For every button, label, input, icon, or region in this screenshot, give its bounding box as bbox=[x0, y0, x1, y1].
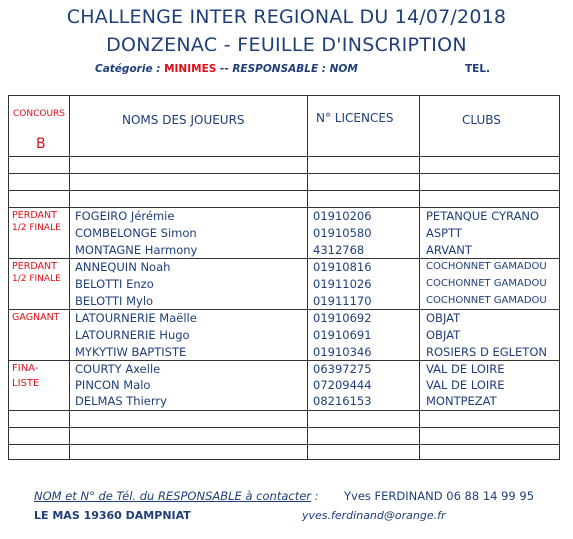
row-divider bbox=[9, 156, 559, 157]
concours-label: CONCOURS bbox=[13, 109, 66, 119]
player-licence: 4312768 bbox=[313, 243, 365, 257]
contact-colon: : bbox=[311, 489, 319, 503]
player-club: COCHONNET GAMADOU bbox=[426, 295, 547, 306]
inscription-table bbox=[8, 95, 560, 460]
player-licence: 01910691 bbox=[313, 328, 372, 342]
group-label: PERDANT bbox=[12, 261, 57, 272]
footer-contact-line bbox=[34, 489, 535, 503]
player-club: ARVANT bbox=[426, 243, 472, 257]
group-label: FINA- bbox=[12, 363, 39, 374]
player-club: OBJAT bbox=[426, 328, 461, 342]
group-label: GAGNANT bbox=[12, 312, 60, 323]
player-licence: 01910206 bbox=[313, 209, 372, 223]
player-name: FOGEIRO Jérémie bbox=[75, 209, 175, 223]
row-divider bbox=[9, 410, 559, 411]
player-licence: 01910816 bbox=[313, 260, 372, 274]
responsable-label: RESPONSABLE : NOM bbox=[232, 63, 358, 75]
group-label: 1/2 FINALE bbox=[12, 223, 61, 233]
footer-address-line bbox=[34, 509, 446, 522]
player-name: BELOTTI Enzo bbox=[75, 277, 154, 291]
player-licence: 01910692 bbox=[313, 311, 372, 325]
player-club: VAL DE LOIRE bbox=[426, 362, 505, 376]
player-name: LATOURNERIE Maëlle bbox=[75, 311, 197, 325]
player-name: COMBELONGE Simon bbox=[75, 226, 197, 240]
column-divider bbox=[69, 96, 70, 459]
player-club: MONTPEZAT bbox=[426, 394, 497, 408]
player-name: MYKYTIW BAPTISTE bbox=[75, 345, 187, 359]
player-name: DELMAS Thierry bbox=[75, 394, 167, 408]
player-licence: 01911026 bbox=[313, 277, 372, 291]
category-label: Catégorie : bbox=[95, 63, 161, 75]
player-licence: 07209444 bbox=[313, 378, 372, 392]
group-label: PERDANT bbox=[12, 210, 57, 221]
category-separator: -- bbox=[219, 63, 229, 75]
player-licence: 01910580 bbox=[313, 226, 372, 240]
title-line-1: CHALLENGE INTER REGIONAL DU 14/07/2018 bbox=[66, 6, 507, 28]
player-licence: 01911170 bbox=[313, 294, 372, 308]
player-name: ANNEQUIN Noah bbox=[75, 260, 171, 274]
player-name: MONTAGNE Harmony bbox=[75, 243, 198, 257]
player-name: BELOTTI Mylo bbox=[75, 294, 154, 308]
player-licence: 01910346 bbox=[313, 345, 372, 359]
group-label: 1/2 FINALE bbox=[12, 274, 61, 284]
row-divider bbox=[9, 190, 559, 191]
player-club: OBJAT bbox=[426, 311, 461, 325]
title-line-2: DONZENAC - FEUILLE D'INSCRIPTION bbox=[106, 34, 467, 56]
player-name: PINCON Malo bbox=[75, 378, 151, 392]
row-divider bbox=[9, 427, 559, 428]
category-value: MINIMES bbox=[164, 63, 217, 75]
player-club: COCHONNET GAMADOU bbox=[426, 261, 547, 272]
row-divider bbox=[9, 444, 559, 445]
player-licence: 06397275 bbox=[313, 362, 372, 376]
column-divider bbox=[307, 96, 308, 459]
contact-label: NOM et N° de Tél. du RESPONSABLE à contacter bbox=[34, 489, 312, 503]
responsable-address: LE MAS 19360 DAMPNIAT bbox=[34, 509, 191, 522]
column-divider bbox=[419, 96, 420, 459]
player-club: ROSIERS D EGLETON bbox=[426, 345, 547, 359]
player-club: PETANQUE CYRANO bbox=[426, 209, 540, 223]
tel-label: TEL. bbox=[465, 63, 491, 75]
player-club: ASPTT bbox=[426, 226, 462, 240]
header-players: NOMS DES JOUEURS bbox=[122, 113, 245, 127]
responsable-email[interactable]: yves.ferdinand@orange.fr bbox=[302, 509, 446, 522]
player-club: COCHONNET GAMADOU bbox=[426, 278, 547, 289]
player-name: COURTY Axelle bbox=[75, 362, 161, 376]
concours-value: B bbox=[36, 136, 46, 152]
player-licence: 08216153 bbox=[313, 394, 372, 408]
row-divider bbox=[9, 173, 559, 174]
header-licences: N° LICENCES bbox=[316, 111, 394, 125]
category-line bbox=[95, 63, 491, 75]
responsable-contact: Yves FERDINAND 06 88 14 99 95 bbox=[344, 489, 535, 503]
group-label: LISTE bbox=[12, 378, 40, 389]
player-name: LATOURNERIE Hugo bbox=[75, 328, 190, 342]
header-clubs: CLUBS bbox=[462, 113, 501, 127]
player-club: VAL DE LOIRE bbox=[426, 378, 505, 392]
